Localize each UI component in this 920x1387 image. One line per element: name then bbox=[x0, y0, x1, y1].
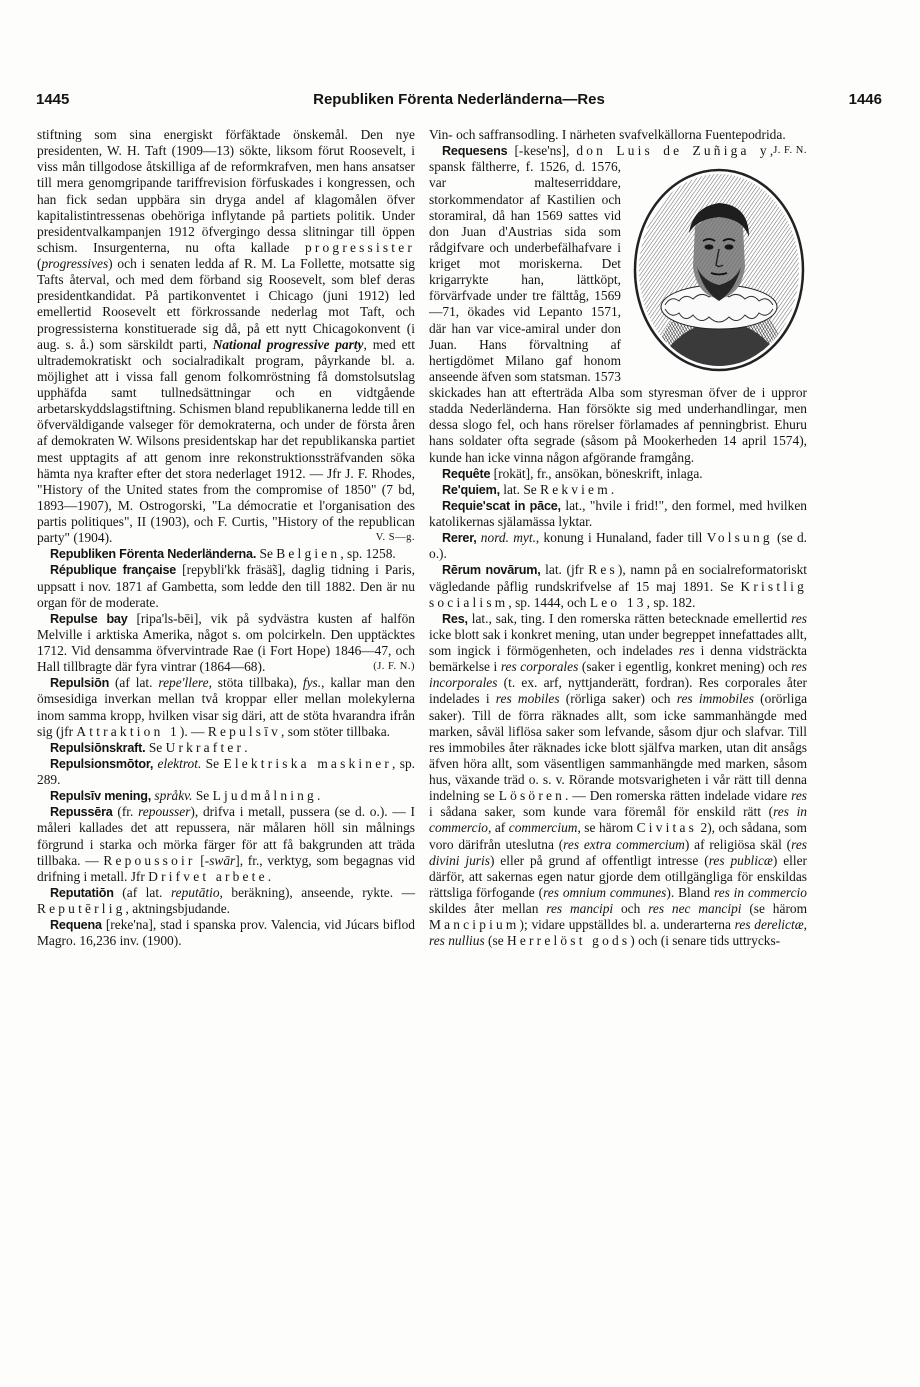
author-signature: V. S—g. bbox=[375, 532, 415, 544]
author-signature: J. F. N. bbox=[773, 145, 807, 157]
headword: Requête bbox=[442, 466, 491, 481]
entry-requesens: Requesens [-kese'ns], don Luis de Zuñiga y , spansk fältherre, f. 1526, d. 1576, var malteserriddare, storkommendator af Kastilien och storamiral, då han 1569 sattes vid don Juan d'Austrias sida som rådgifvare och underbefälhafvare i kriget mot moriskerna. Det krigarrykte han, lättköpt, förvärfvade under tre fälttåg, 1569—71, ökades vid Lepanto 1571, där han var vice-amiral under don Juan. Hans förvaltning af hertigdömet Milano gaf honom anseende äfven som statsman. 1573 skickades han att efterträda Alba som styresman öfver de i uppror stadda Nederländerna. Han försökte sig med underhandlingar, men dessa slogo fel, och hans rörelser förlamades af penningbrist. Ehuru hans soldater ofta segrade (såsom på Mookerheden 14 april 1574), kunde han icke vinna någon afgörande framgång. bbox=[429, 143, 807, 465]
author-signature: (J. F. N.) bbox=[373, 661, 415, 673]
entry-republique: République française [repybli'kk fräsä̃s], daglig tidning i Paris, uppsatt i nov. 1871 af Gambetta, som ledde den till 1882. Den är nu organ för de moderate. bbox=[37, 562, 415, 610]
headword: Re'quiem, bbox=[442, 482, 500, 497]
headword: Repulsionsmōtor, bbox=[50, 756, 154, 771]
entry-republiken: Republiken Förenta Nederländerna. Se Belgien, sp. 1258. bbox=[50, 546, 396, 562]
headword: Rērum novārum, bbox=[442, 563, 541, 578]
headword: Rerer, bbox=[442, 531, 477, 546]
headword: Requie'scat in pāce, bbox=[442, 498, 561, 513]
headword: Repulsiōn bbox=[50, 676, 110, 691]
headword: Res, bbox=[442, 611, 468, 626]
headword: Repulsiōnskraft. bbox=[50, 740, 146, 755]
headword: Repulse bay bbox=[50, 611, 128, 626]
page-number-right: 1446 bbox=[848, 91, 882, 108]
entry-continuation: stiftning som sina energiskt förfäktade önskemål. Den nye presidenten, W. H. Taft (1909—13) sökte, liksom förut Roosevelt, i viss mån tillgodose åtskilliga af de reformkrafven, men hans ansatser till mera genomgripande tariffrevision förfuskades i kongressen, och han fick sedan uppbära sin dryga andel af klagomålen öfver kapitalistintressenas obehöriga inflytande på partiets politik. Under presidentvalkampanjen 1912 öfvergingo dessa slitningar till öppen schism. Insurgenterna, nu ofta kallade progressister (progressives) och i senaten ledda af R. M. La Follette, motsatte sig Tafts återval, och med dem förband sig Roosevelt, som blef deras presidentkandidat. På partikonventet i Chicago (juni 1912) led emellertid Roosevelt ett förkrossande nederlag mot Taft, och progressisterna konstituerade sig då, på ett nytt Chicagokonvent (i aug. s. å.) som särskildt parti, National progressive party, med ett ultrademokratiskt och socialradikalt program, påyrkande bl. a. möjlighet att i vissa fall genom folkomröstning få domstolsutslag upphäfda samt tullnedsättningar och en vidtgående arbetarskyddslagstiftning. Schismen bland republikanerna ledde till en öfverväldigande valseger för demokraterna, och under de första åren af demokraten W. Wilsons presidentskap har det republikanska partiet mest upptagits af att genom inre rekonstruktionssträfvanden söka hämta nya krafter efter det stora nederlaget 1912. — Jfr J. F. Rhodes, "History of the United states from the compromise of 1850" (7 bd, 1893—1907), M. Ostrogorski, "La démocratie et l'organisation des partis politiques", II (1903), och F. Curtis, "History of the republican party" (1904). V. S—g. bbox=[37, 127, 415, 546]
entry-requiescat: Requie'scat in pāce, lat., "hvile i frid!", den formel, med hvilken katolikernas själamässa lyktar. bbox=[429, 497, 807, 529]
headword: Republiken Förenta Nederländerna. bbox=[50, 547, 257, 562]
left-column bbox=[37, 127, 415, 949]
headword: Requena bbox=[50, 918, 102, 933]
entry-requena: Requena [reke'na], stad i spanska prov. Valencia, vid Júcars biflod Magro. 16,236 inv. (1900). bbox=[37, 917, 415, 949]
headword: Requesens bbox=[442, 144, 508, 159]
entry-repulsionskraft: Repulsiōnskraft. Se Urkrafter. bbox=[50, 739, 248, 755]
entry-requete: Requête [rokät], fr., ansökan, böneskrift, inlaga. bbox=[442, 465, 703, 481]
entry-requiem: Re'quiem, lat. Se Rekviem. bbox=[442, 481, 615, 497]
entry-rerer: Rerer, nord. myt., konung i Hunaland, fader till Volsung (se d. o.). bbox=[429, 530, 807, 562]
portrait-engraving bbox=[631, 167, 807, 373]
running-title: Republiken Förenta Nederländerna—Res bbox=[313, 91, 605, 108]
headword: République française bbox=[50, 563, 177, 578]
entry-reputation: Reputatiōn (af lat. reputātio, beräkning), anseende, rykte. — Reputērlig, aktningsbjudande. bbox=[37, 884, 416, 916]
entry-repulsionsmotor: Repulsionsmōtor, elektrot. Se Elektriska maskiner, sp. 289. bbox=[37, 755, 415, 787]
entry-repussera: Repussēra (fr. repousser), drifva i metall, pussera (se d. o.). — I måleri kallades det att repussera, när målaren höll sin målnings förgrund i starka och mörka färger för att få bakgrunden att träda tillbaka. — Repoussoir [-swār], fr., verktyg, som begagnas vid drifning i metall. Jfr Drifvet arbete. bbox=[37, 804, 415, 884]
headword: Repussēra bbox=[50, 805, 113, 820]
headword: Repulsīv mening, bbox=[50, 789, 152, 804]
entry-repulsiv-mening: Repulsīv mening, språkv. Se Ljudmålning. bbox=[50, 788, 321, 804]
right-column bbox=[429, 127, 807, 949]
entry-continuation: Vin- och saffransodling. I närheten svafvelkällorna Fuentepodrida. J. F. N. bbox=[429, 127, 807, 143]
entry-repulse-bay: Repulse bay [ripa'ls-bēi], vik på sydvästra kusten af halfön Melville i arktiska Amerika, något s. om polcirkeln. Den upptäcktes 1712. Vid densamma öfvervintrade Rae (i Fort Hope) 1846—47, och Hall tillbragte där fyra vintrar (1864—68). (J. F. N.) bbox=[37, 610, 415, 675]
entry-repulsion: Repulsiōn (af lat. repe'llere, stöta tillbaka), fys., kallar man den ömsesidiga inverkan mellan två kroppar eller mellan molekylerna inom samma kropp, hvilken visar sig däri, att de stöta hvarandra ifrån sig (jfr Attraktion 1). — Repulsīv, som stöter tillbaka. bbox=[37, 675, 415, 739]
page-number-left: 1445 bbox=[36, 91, 70, 108]
entry-res: Res, lat., sak, ting. I den romerska rätten betecknade emellertid res icke blott sak i konkret mening, utan under begreppet innefattades allt, som ingick i förmögenheten, och indelades res i denna vidsträckta bemärkelse i res corporales (saker i egentlig, konkret mening) och res incorporales (t. ex. arf, nyttjanderätt, fordran). Res corporales åter indelades i res mobiles (rörliga saker) och res immobiles (orörliga saker). Till de förra räknades allt, som icke sammanhängde med marken, såväl liflösa saker som lefvande, såsom djur och slafvar. Till res immobiles åter räknades icke blott själfva marken, utan dit ansågs äfven höra allt, som väsentligen sammanhängde med marken, såsom hus, växande träd o. s. v. Rörande motsvarigheten i vår rätt till denna indelning se Lösören. — Den romerska rätten indelade vidare res i sådana saker, som kunde vara föremål för enskild rätt (res in commercio, af commercium, se härom Civitas 2), och sådana, som voro därifrån uteslutna (res extra commercium) af religiösa skäl (res divini juris) eller på grund af offentligt intresse (res publicæ) eller därför, att sakernas egen natur gjorde dem otillgängliga för enskildas rättsliga förfogande (res omnium communes). Bland res in commercio skildes åter mellan res mancipi och res nec mancipi (se härom Mancipium); vidare uppställdes bl. a. underarterna res derelictæ, res nullius (se Herrelöst gods) och (i senare tids uttrycks- bbox=[429, 610, 808, 949]
headword: Reputatiōn bbox=[50, 885, 114, 900]
page-header bbox=[36, 91, 882, 115]
entry-rerum-novarum: Rērum novārum, lat. (jfr Res), namn på en socialreformatoriskt vägledande påflig rundskrifvelse af 15 maj 1891. Se Kristlig socialism, sp. 1444, och Leo 13, sp. 182. bbox=[429, 562, 808, 610]
